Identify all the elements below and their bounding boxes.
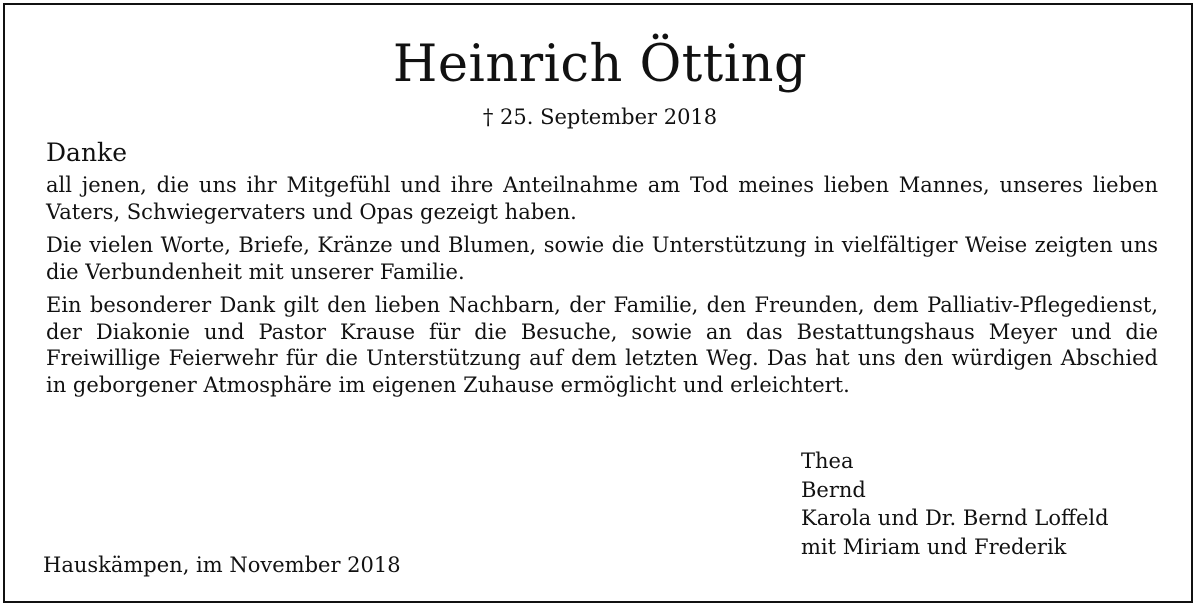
thanks-paragraph: Ein besonderer Dank gilt den lieben Nachbarn, der Familie, den Freunden, dem Palliativ-Pflegedienst, der Diakonie und Pastor Krause für die Besuche, sowie an das Bestattungshaus Meyer und die Freiwillige Feierwehr für die Unterstützung auf dem letzten Weg. Das hat uns den würdigen Abschied in geborgener Atmosphäre im eigenen Zuhause ermöglicht und erleichtert. bbox=[46, 293, 1158, 397]
place-and-date: Hauskämpen, im November 2018 bbox=[43, 553, 401, 577]
signature-line: Karola und Dr. Bernd Loffeld bbox=[801, 506, 1109, 530]
thanks-body bbox=[46, 172, 1158, 405]
signature-line: Bernd bbox=[801, 477, 866, 502]
signature-line: mit Miriam und Frederik bbox=[801, 534, 1067, 559]
thanks-paragraph: all jenen, die uns ihr Mitgefühl und ihre Anteilnahme am Tod meines lieben Mannes, unseres lieben Vaters, Schwiegervaters und Opas gezeigt haben. bbox=[46, 173, 1158, 224]
thanks-heading: Danke bbox=[46, 138, 127, 167]
deceased-name: Heinrich Ötting bbox=[392, 35, 808, 94]
death-date: † 25. September 2018 bbox=[482, 105, 718, 129]
signatures-block bbox=[801, 447, 1109, 561]
thanks-paragraph: Die vielen Worte, Briefe, Kränze und Blumen, sowie die Unterstützung in vielfältiger Weise zeigten uns die Verbundenheit mit unserer Familie. bbox=[46, 233, 1158, 284]
signature-line: Thea bbox=[801, 449, 854, 473]
